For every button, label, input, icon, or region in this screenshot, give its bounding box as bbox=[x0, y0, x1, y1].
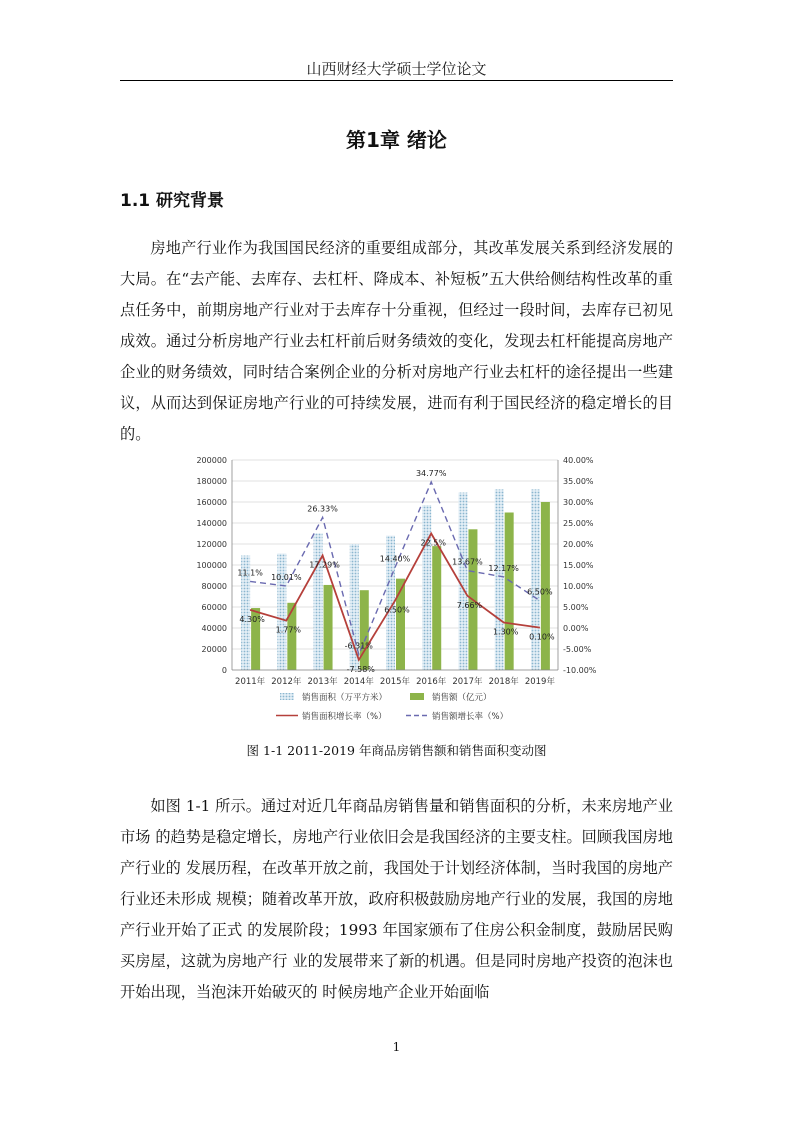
y-right-tick-label: -10.00% bbox=[563, 666, 597, 675]
x-tick-label: 2011年 bbox=[235, 677, 266, 687]
bar-sales-amount bbox=[287, 603, 296, 670]
data-label: 1.77% bbox=[275, 625, 302, 635]
section-heading: 1.1 研究背景 bbox=[120, 191, 225, 211]
x-tick-label: 2019年 bbox=[524, 677, 555, 687]
y-left-tick-label: 120000 bbox=[196, 540, 227, 549]
y-left-tick-label: 180000 bbox=[196, 477, 227, 486]
y-right-tick-label: 30.00% bbox=[563, 498, 594, 507]
data-label: 1.30% bbox=[492, 627, 519, 637]
y-left-tick-label: 60000 bbox=[201, 603, 227, 612]
body-paragraph: 房地产行业作为我国国民经济的重要组成部分，其改革发展关系到经济发展的大局。在“去产能、去库存、去杠杆、降成本、补短板”五大供给侧结构性改革的重点任务中，前期房地产行业对于去库存十分重视，但经过一段时间，去库存已初见成效。通过分析房地产行业去杠杆前后财务绩效的变化，发现去杠杆能提高房地产企业的财务绩效，同时结合案例企业的分析对房地产行业去杠杆的途径提出一些建议，从而达到保证房地产行业的可持续发展，进而有利于国民经济的稳定增长的目的。 bbox=[120, 239, 673, 443]
y-right-tick-label: 35.00% bbox=[563, 477, 594, 486]
body-paragraph: 如图 1-1 所示。通过对近几年商品房销售量和销售面积的分析，未来房地产业市场 的趋势是稳定增长，房地产行业依旧会是我国经济的主要支柱。回顾我国房地产行业的 发展历程，在改革开放之前，我国处于计划经济体制，当时我国的房地产行业还未形成 规模；随着改革开放，政府积极鼓励房地产行业的发展，我国的房地产行业开始了正式 的发展阶段；1993 年国家颁布了住房公积金制度，鼓励居民购买房屋，这就为房地产行 业的发展带来了新的机遇。但是同时房地产投资的泡沫也开始出现，当泡沫开始破灭的 时候房地产企业开始面临 bbox=[120, 797, 673, 1001]
bar-sales-amount bbox=[360, 590, 369, 670]
bar-sales-area bbox=[422, 505, 431, 670]
bar-sales-amount bbox=[432, 546, 441, 670]
y-left-tick-label: 40000 bbox=[201, 624, 227, 633]
bar-sales-area bbox=[495, 489, 504, 670]
y-left-tick-label: 140000 bbox=[196, 519, 227, 528]
x-tick-label: 2016年 bbox=[416, 677, 447, 687]
figure-caption: 图 1-1 2011-2019 年商品房销售额和销售面积变动图 bbox=[246, 743, 547, 758]
data-label: 6.50% bbox=[527, 587, 553, 597]
legend-swatch bbox=[280, 693, 294, 700]
data-label: -6.31% bbox=[344, 641, 373, 651]
y-left-tick-label: 100000 bbox=[196, 561, 227, 570]
data-label: 12.17% bbox=[488, 563, 519, 573]
data-label: 34.77% bbox=[415, 468, 447, 478]
y-right-tick-label: 20.00% bbox=[563, 540, 594, 549]
x-tick-label: 2017年 bbox=[452, 677, 483, 687]
data-label: 22.5% bbox=[420, 538, 446, 548]
data-label: 14.40% bbox=[379, 554, 411, 564]
data-label: 0.10% bbox=[529, 632, 555, 642]
data-label: 11.1% bbox=[237, 568, 263, 578]
legend-swatch bbox=[410, 693, 424, 700]
data-label: 17.29% bbox=[309, 560, 340, 570]
y-left-tick-label: 160000 bbox=[196, 498, 227, 507]
data-label: 7.66% bbox=[456, 600, 483, 610]
y-right-tick-label: 0.00% bbox=[563, 624, 589, 633]
legend-label: 销售面积增长率（%） bbox=[302, 712, 387, 722]
data-label: 4.30% bbox=[239, 614, 265, 624]
combo-chart bbox=[180, 452, 610, 737]
data-label: -7.58% bbox=[346, 664, 375, 674]
legend-label: 销售额增长率（%） bbox=[432, 712, 509, 722]
data-label: 13.67% bbox=[452, 557, 483, 567]
y-left-tick-label: 20000 bbox=[201, 645, 227, 654]
x-tick-label: 2013年 bbox=[307, 677, 338, 687]
legend-label: 销售额（亿元） bbox=[432, 693, 492, 703]
data-label: 10.01% bbox=[271, 572, 302, 582]
x-tick-label: 2018年 bbox=[488, 677, 519, 687]
y-right-tick-label: -5.00% bbox=[563, 645, 592, 654]
bar-sales-area bbox=[314, 534, 323, 671]
chapter-title: 第1章 绪论 bbox=[346, 128, 447, 152]
y-right-tick-label: 10.00% bbox=[563, 582, 594, 591]
bar-sales-amount bbox=[541, 502, 550, 670]
y-left-tick-label: 80000 bbox=[201, 582, 227, 591]
x-tick-label: 2015年 bbox=[379, 677, 411, 687]
data-label: 6.50% bbox=[384, 605, 410, 615]
y-right-tick-label: 15.00% bbox=[563, 561, 594, 570]
x-tick-label: 2012年 bbox=[271, 677, 302, 687]
y-left-tick-label: 0 bbox=[221, 666, 227, 675]
x-tick-label: 2014年 bbox=[343, 677, 374, 687]
page-number: 1 bbox=[392, 1040, 401, 1054]
bar-sales-amount bbox=[505, 513, 514, 671]
bar-sales-area bbox=[531, 489, 540, 670]
data-label: 26.33% bbox=[307, 504, 338, 514]
figure-chart bbox=[180, 452, 610, 737]
bar-sales-area bbox=[277, 553, 286, 670]
legend-label: 销售面积（万平方米） bbox=[302, 693, 388, 703]
y-left-tick-label: 200000 bbox=[196, 456, 227, 465]
header-rule bbox=[120, 80, 673, 81]
bar-sales-amount bbox=[324, 585, 333, 670]
running-header: 山西财经大学硕士学位论文 bbox=[306, 60, 487, 78]
y-right-tick-label: 5.00% bbox=[563, 603, 589, 612]
y-right-tick-label: 40.00% bbox=[563, 456, 594, 465]
y-right-tick-label: 25.00% bbox=[563, 519, 594, 528]
